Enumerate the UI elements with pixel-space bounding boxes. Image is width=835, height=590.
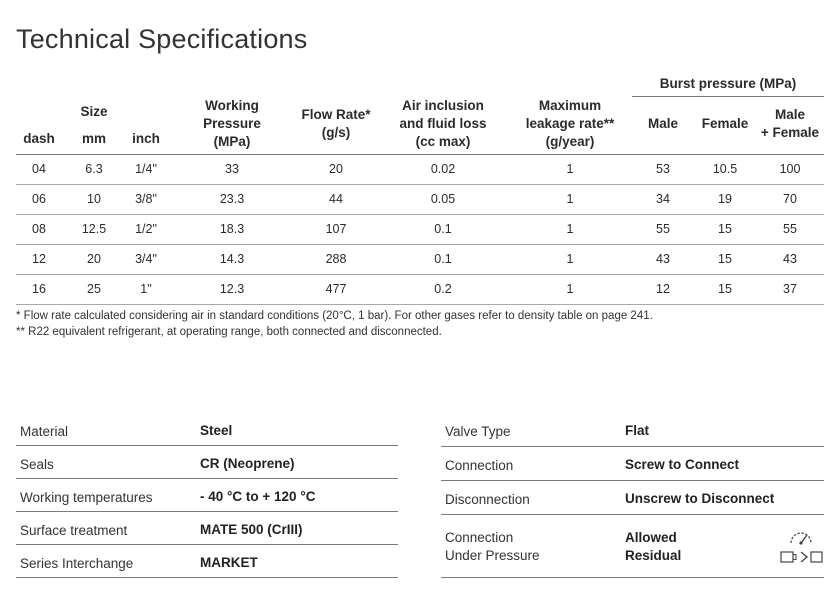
header-wp-line2: Pressure bbox=[203, 116, 261, 131]
cell-mf: 43 bbox=[783, 252, 797, 266]
disconnection-value: Unscrew to Disconnect bbox=[625, 491, 775, 506]
cell-air: 0.2 bbox=[434, 282, 452, 296]
cell-flow: 107 bbox=[325, 222, 347, 236]
cell-inch: 3/8" bbox=[135, 192, 157, 206]
footnote-flow: * Flow rate calculated considering air in standard conditions (20°C, 1 bar). For other gases refer to density table on page 241. bbox=[16, 310, 653, 322]
header-flow-rate bbox=[288, 106, 384, 142]
cell-mf: 70 bbox=[783, 192, 797, 206]
property-label: Surface treatment bbox=[20, 523, 128, 538]
valve-type-value: Flat bbox=[625, 423, 650, 438]
footnote-leak: ** R22 equivalent refrigerant, at operating range, both connected and disconnected. bbox=[16, 325, 442, 338]
cell-inch: 3/4" bbox=[135, 252, 157, 266]
cell-mm: 25 bbox=[87, 282, 101, 296]
table-body bbox=[16, 155, 824, 305]
cell-leak: 1 bbox=[566, 162, 574, 176]
cell-leak: 1 bbox=[566, 222, 574, 236]
header-air-line1: Air inclusion bbox=[402, 98, 484, 113]
cell-flow: 44 bbox=[329, 192, 343, 206]
table-row bbox=[16, 185, 824, 215]
valve-properties-table bbox=[441, 413, 824, 578]
header-flow-line2: (g/s) bbox=[321, 125, 351, 140]
pressure-gauge-icon bbox=[788, 529, 814, 548]
cell-inch: 1" bbox=[140, 282, 152, 296]
connect-arrow-icon bbox=[780, 549, 824, 568]
cell-dash: 04 bbox=[32, 162, 46, 176]
header-female: Female bbox=[701, 116, 749, 131]
cell-mf: 100 bbox=[779, 162, 801, 176]
page-title: Technical Specifications bbox=[16, 24, 308, 54]
header-leak-line3: (g/year) bbox=[545, 134, 595, 149]
cell-male: 55 bbox=[656, 222, 670, 236]
table-row bbox=[16, 215, 824, 245]
header-air-line3: (cc max) bbox=[415, 134, 471, 149]
cell-leak: 1 bbox=[566, 252, 574, 266]
property-row bbox=[16, 413, 398, 446]
cup-label-line1: Connection bbox=[445, 530, 514, 545]
cell-dash: 08 bbox=[32, 222, 46, 236]
cup-value-line1: Allowed bbox=[625, 530, 677, 545]
header-wp-line1: Working bbox=[205, 98, 259, 113]
property-label: Series Interchange bbox=[20, 556, 134, 571]
property-row bbox=[441, 413, 824, 447]
property-row bbox=[441, 515, 824, 578]
property-row bbox=[16, 479, 398, 512]
cell-wp: 33 bbox=[225, 162, 239, 176]
cell-female: 10.5 bbox=[712, 162, 738, 176]
header-working-pressure bbox=[186, 97, 278, 151]
cell-wp: 18.3 bbox=[219, 222, 245, 236]
cell-female: 15 bbox=[718, 222, 732, 236]
header-air-line2: and fluid loss bbox=[399, 116, 487, 131]
cup-value-line2: Residual bbox=[625, 548, 682, 563]
cell-mm: 10 bbox=[87, 192, 101, 206]
property-row bbox=[441, 481, 824, 515]
cell-wp: 14.3 bbox=[219, 252, 245, 266]
header-male-female bbox=[756, 106, 824, 142]
header-air-inclusion bbox=[388, 97, 498, 151]
cell-leak: 1 bbox=[566, 192, 574, 206]
cell-male: 34 bbox=[656, 192, 670, 206]
property-value: Steel bbox=[200, 423, 233, 438]
cell-mf: 37 bbox=[783, 282, 797, 296]
burst-divider bbox=[632, 96, 824, 97]
header-mf-line1: Male bbox=[774, 107, 805, 122]
header-wp-line3: (MPa) bbox=[213, 134, 251, 149]
cell-male: 12 bbox=[656, 282, 670, 296]
connection-value: Screw to Connect bbox=[625, 457, 740, 472]
connection-under-pressure-label bbox=[445, 529, 540, 565]
table-header bbox=[16, 70, 824, 155]
property-value: MARKET bbox=[200, 555, 258, 570]
footnotes bbox=[16, 309, 653, 340]
cell-mm: 20 bbox=[87, 252, 101, 266]
header-burst-pressure: Burst pressure (MPa) bbox=[659, 76, 797, 91]
cell-male: 43 bbox=[656, 252, 670, 266]
header-flow-line1: Flow Rate* bbox=[301, 107, 371, 122]
material-properties-table bbox=[16, 413, 398, 578]
cell-mm: 12.5 bbox=[81, 222, 107, 236]
cell-wp: 23.3 bbox=[219, 192, 245, 206]
cell-female: 19 bbox=[718, 192, 732, 206]
cell-dash: 06 bbox=[32, 192, 46, 206]
header-size: Size bbox=[80, 104, 108, 119]
cell-male: 53 bbox=[656, 162, 670, 176]
property-value: MATE 500 (CrIII) bbox=[200, 522, 303, 537]
cell-female: 15 bbox=[718, 282, 732, 296]
property-label: Material bbox=[20, 424, 69, 439]
property-row bbox=[16, 512, 398, 545]
table-row bbox=[16, 275, 824, 305]
header-dash: dash bbox=[23, 131, 55, 146]
disconnection-label: Disconnection bbox=[445, 492, 530, 507]
table-row bbox=[16, 245, 824, 275]
cell-dash: 16 bbox=[32, 282, 46, 296]
header-leak-line2: leakage rate** bbox=[525, 116, 615, 131]
cell-mf: 55 bbox=[783, 222, 797, 236]
property-value: CR (Neoprene) bbox=[200, 456, 295, 471]
property-row bbox=[16, 545, 398, 578]
cell-air: 0.02 bbox=[430, 162, 456, 176]
cup-label-line2: Under Pressure bbox=[445, 548, 540, 563]
cell-air: 0.05 bbox=[430, 192, 456, 206]
cell-air: 0.1 bbox=[434, 222, 452, 236]
cell-female: 15 bbox=[718, 252, 732, 266]
property-label: Seals bbox=[20, 457, 54, 472]
connection-under-pressure-value bbox=[625, 529, 681, 565]
cell-dash: 12 bbox=[32, 252, 46, 266]
valve-type-label: Valve Type bbox=[445, 424, 511, 439]
spec-table bbox=[16, 70, 824, 305]
property-value: - 40 °C to + 120 °C bbox=[200, 489, 316, 504]
property-label: Working temperatures bbox=[20, 490, 153, 505]
header-mf-line2: + Female bbox=[760, 125, 820, 140]
cell-air: 0.1 bbox=[434, 252, 452, 266]
cell-flow: 477 bbox=[325, 282, 347, 296]
property-row bbox=[16, 446, 398, 479]
header-male: Male bbox=[647, 116, 678, 131]
cell-flow: 20 bbox=[329, 162, 343, 176]
cell-wp: 12.3 bbox=[219, 282, 245, 296]
header-max-leakage bbox=[512, 97, 628, 151]
property-row bbox=[441, 447, 824, 481]
header-inch: inch bbox=[132, 131, 160, 146]
cell-inch: 1/4" bbox=[135, 162, 157, 176]
cell-inch: 1/2" bbox=[135, 222, 157, 236]
table-row bbox=[16, 155, 824, 185]
header-leak-line1: Maximum bbox=[538, 98, 602, 113]
cell-leak: 1 bbox=[566, 282, 574, 296]
header-mm: mm bbox=[81, 131, 106, 146]
connection-label: Connection bbox=[445, 458, 514, 473]
cell-mm: 6.3 bbox=[85, 162, 103, 176]
cell-flow: 288 bbox=[325, 252, 347, 266]
